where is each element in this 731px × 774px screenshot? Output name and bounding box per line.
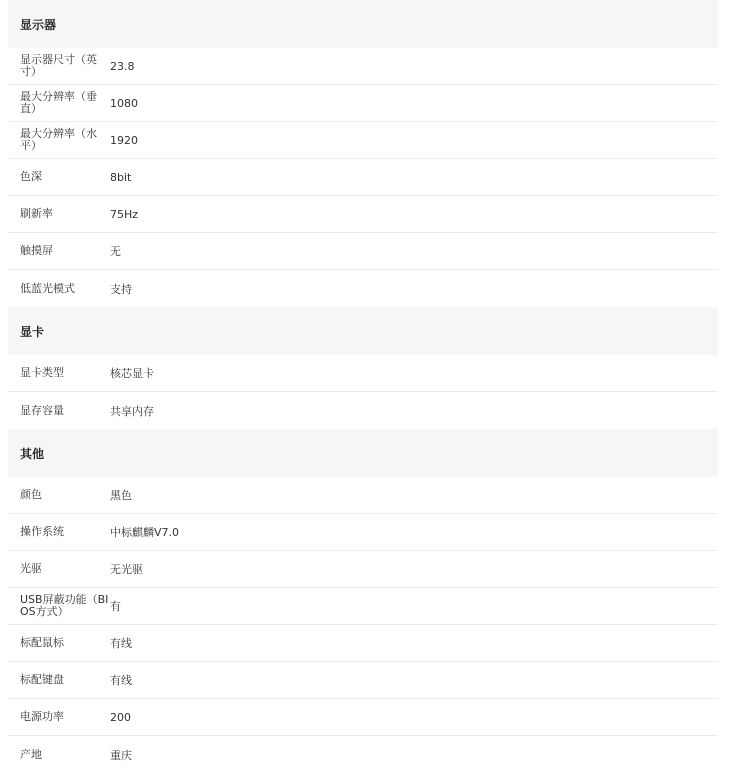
spec-label: 光驱 <box>20 562 42 575</box>
spec-row <box>8 270 718 307</box>
spec-value: 1080 <box>110 96 138 110</box>
spec-value: 核芯显卡 <box>110 367 154 380</box>
spec-row <box>8 392 718 429</box>
spec-value: 8bit <box>110 170 132 184</box>
spec-label: 最大分辨率（垂直） <box>20 90 97 115</box>
spec-value: 重庆 <box>110 748 132 762</box>
section-header-graphics <box>8 307 718 355</box>
spec-label: 低蓝光模式 <box>20 281 75 295</box>
spec-label: 触摸屏 <box>20 244 53 257</box>
spec-row <box>8 662 718 699</box>
spec-value: 23.8 <box>110 59 135 73</box>
spec-value: 200 <box>110 710 131 724</box>
spec-value: 1920 <box>110 133 138 147</box>
spec-label: 显卡类型 <box>20 366 64 379</box>
spec-value: 无 <box>110 245 121 258</box>
spec-row <box>8 85 718 122</box>
spec-value: 共享内存 <box>110 404 154 418</box>
spec-label: 标配键盘 <box>20 673 64 686</box>
spec-label: 显存容量 <box>20 403 64 417</box>
spec-row <box>8 736 718 773</box>
spec-row <box>8 588 718 625</box>
spec-label: 操作系统 <box>20 525 64 538</box>
section-title: 显示器 <box>20 17 57 32</box>
spec-row <box>8 699 718 736</box>
section-title: 其他 <box>20 446 45 461</box>
spec-row <box>8 551 718 588</box>
spec-row <box>8 48 718 85</box>
spec-row <box>8 514 718 551</box>
spec-label: 显示器尺寸（英寸） <box>20 53 97 78</box>
spec-value: 支持 <box>110 282 132 296</box>
spec-value: 中标麒麟V7.0 <box>110 526 180 539</box>
spec-value: 无光驱 <box>110 563 143 576</box>
spec-row <box>8 477 718 514</box>
spec-row <box>8 196 718 233</box>
spec-value: 黑色 <box>110 489 132 502</box>
spec-label: 颜色 <box>20 488 42 501</box>
spec-value: 有线 <box>110 637 132 650</box>
spec-value: 有 <box>110 600 121 613</box>
spec-value: 有线 <box>110 674 132 687</box>
spec-table <box>8 0 718 773</box>
spec-value: 75Hz <box>110 207 139 221</box>
spec-row <box>8 625 718 662</box>
section-title: 显卡 <box>20 324 45 339</box>
spec-row <box>8 159 718 196</box>
spec-row <box>8 355 718 392</box>
spec-row <box>8 233 718 270</box>
spec-label: 最大分辨率（水平） <box>20 127 97 152</box>
spec-row <box>8 122 718 159</box>
spec-label: USB屏蔽功能（BIOS方式） <box>20 593 109 618</box>
spec-label: 刷新率 <box>20 207 53 220</box>
spec-label: 色深 <box>20 170 42 183</box>
spec-label: 电源功率 <box>20 710 64 723</box>
spec-label: 标配鼠标 <box>20 636 64 649</box>
section-header-other <box>8 429 718 477</box>
spec-label: 产地 <box>20 747 42 761</box>
section-header-display <box>8 0 718 48</box>
